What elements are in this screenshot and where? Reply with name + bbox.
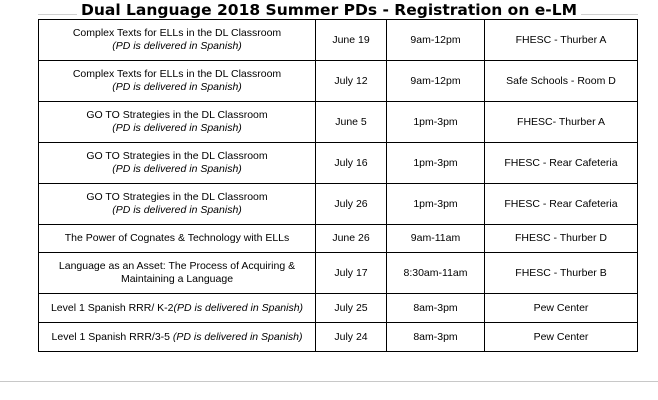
- course-title: Complex Texts for ELLs in the DL Classroom: [72, 68, 282, 80]
- course-title: Level 1 Spanish RRR/ K-2: [50, 301, 174, 314]
- course-title: The Power of Cognates & Technology with ELLs: [64, 232, 290, 244]
- course-title-line-1: Language as an Asset: The Process of Acquiring &: [58, 260, 296, 272]
- course-title: GO TO Strategies in the DL Classroom: [86, 109, 268, 121]
- language-note: (PD is delivered in Spanish): [112, 122, 242, 134]
- location-cell: FHESC - Rear Cafeteria: [485, 143, 638, 184]
- page-title-text: Dual Language 2018 Summer PDs - Registration on e-LM: [77, 1, 581, 19]
- course-title: Level 1 Spanish RRR/3-5: [51, 330, 173, 343]
- time-cell: 1pm-3pm: [387, 102, 485, 143]
- time-cell: 9am-12pm: [387, 61, 485, 102]
- table-row: [39, 323, 638, 352]
- course-title: GO TO Strategies in the DL Classroom: [86, 150, 268, 162]
- location-cell: Pew Center: [485, 323, 638, 352]
- language-note: (PD is delivered in Spanish): [172, 330, 303, 343]
- date-cell: June 26: [316, 225, 387, 253]
- date-cell: July 17: [316, 253, 387, 294]
- course-cell: [39, 184, 316, 225]
- location-cell: Pew Center: [485, 294, 638, 323]
- table-row: [39, 294, 638, 323]
- date-cell: July 26: [316, 184, 387, 225]
- time-cell: 9am-12pm: [387, 20, 485, 61]
- course-title: GO TO Strategies in the DL Classroom: [86, 191, 268, 203]
- table-row: [39, 184, 638, 225]
- language-note: (PD is delivered in Spanish): [112, 204, 242, 216]
- course-title: Complex Texts for ELLs in the DL Classroom: [72, 27, 282, 39]
- bottom-rule: [0, 381, 658, 382]
- page-title: [0, 0, 658, 20]
- course-cell: [39, 102, 316, 143]
- date-cell: June 19: [316, 20, 387, 61]
- location-cell: FHESC - Thurber D: [485, 225, 638, 253]
- date-cell: July 25: [316, 294, 387, 323]
- date-cell: July 16: [316, 143, 387, 184]
- language-note: (PD is delivered in Spanish): [112, 163, 242, 175]
- language-note: (PD is delivered in Spanish): [112, 40, 242, 52]
- course-cell: [39, 294, 316, 323]
- language-note: (PD is delivered in Spanish): [173, 301, 304, 314]
- location-cell: FHESC - Rear Cafeteria: [485, 184, 638, 225]
- location-cell: FHESC- Thurber A: [485, 102, 638, 143]
- time-cell: 9am-11am: [387, 225, 485, 253]
- location-cell: Safe Schools - Room D: [485, 61, 638, 102]
- table-row: [39, 225, 638, 253]
- course-cell: [39, 253, 316, 294]
- schedule-table: [38, 19, 638, 352]
- course-title-line-2: Maintaining a Language: [120, 273, 234, 285]
- location-cell: FHESC - Thurber B: [485, 253, 638, 294]
- course-cell: [39, 20, 316, 61]
- course-cell: [39, 61, 316, 102]
- table-row: [39, 253, 638, 294]
- date-cell: July 12: [316, 61, 387, 102]
- language-note: (PD is delivered in Spanish): [112, 81, 242, 93]
- time-cell: 8am-3pm: [387, 323, 485, 352]
- table-row: [39, 61, 638, 102]
- table-row: [39, 143, 638, 184]
- location-cell: FHESC - Thurber A: [485, 20, 638, 61]
- time-cell: 8am-3pm: [387, 294, 485, 323]
- table-row: [39, 102, 638, 143]
- date-cell: July 24: [316, 323, 387, 352]
- course-cell: [39, 143, 316, 184]
- table-row: [39, 20, 638, 61]
- course-cell: [39, 225, 316, 253]
- time-cell: 1pm-3pm: [387, 184, 485, 225]
- time-cell: 1pm-3pm: [387, 143, 485, 184]
- date-cell: June 5: [316, 102, 387, 143]
- time-cell: 8:30am-11am: [387, 253, 485, 294]
- course-cell: [39, 323, 316, 352]
